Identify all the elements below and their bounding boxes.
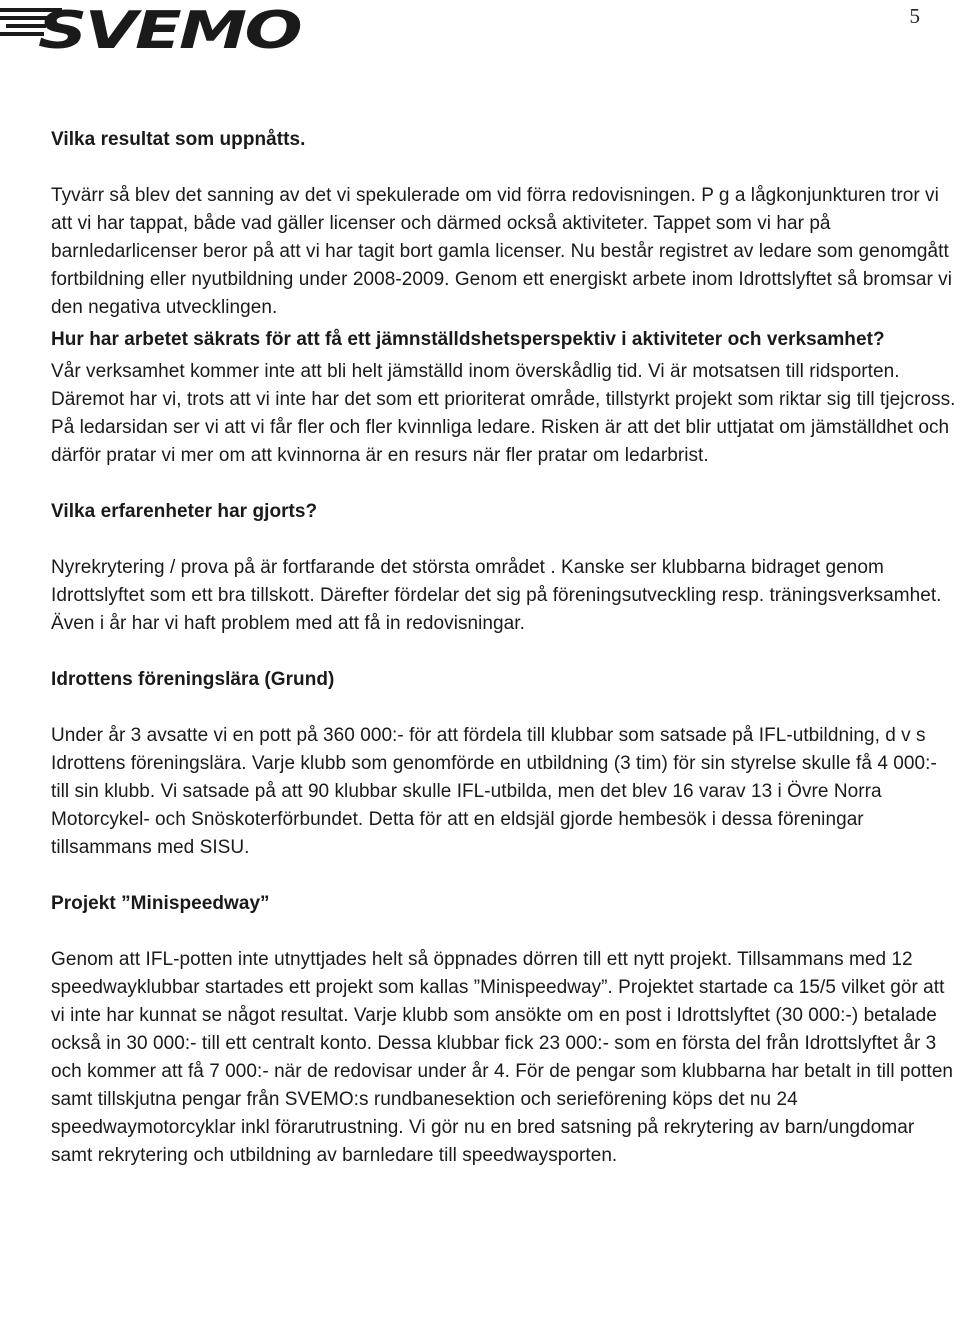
heading-minispeedway: Projekt ”Minispeedway” bbox=[51, 893, 270, 914]
paragraph-experiences: Nyrekrytering / prova på är fortfarande det största området . Kanske ser klubbarna bidraget genom Idrottslyftet som ett bra tillskott. Därefter fördelar det sig på föreningsutveckling resp. träningsverksamhet. Även i år har vi haft problem med att få in redovisningar. bbox=[51, 557, 942, 634]
svemo-logo bbox=[0, 2, 302, 52]
page-number: 5 bbox=[909, 4, 920, 28]
paragraph-minispeedway: Genom att IFL-potten inte utnyttjades helt så öppnades dörren till ett nytt projekt. Tillsammans med 12 speedwayklubbar startades ett projekt som kallas ”Minispeedway”. Projektet startade ca 15/5 vilket gör att vi inte har kunnat se något resultat. Varje klubb som ansökte om en post i Idrottslyftet (30 000:-) betalade också in 30 000:- till ett centralt konto. Dessa klubbar fick 23 000:- som en första del från Idrottslyftet år 3 och kommer att få 7 000:- när de redovisar under år 4. För de pengar som klubbarna har betalt in till potten samt tillskjutna pengar från SVEMO:s rundbanesektion och serieförening köps det nu 24 speedwaymotorcyklar inkl förarutrustning. Vi gör nu en bred satsning på rekrytering av barn/ungdomar samt rekrytering och utbildning av barnledare till speedwaysporten. bbox=[51, 949, 954, 1166]
document-body bbox=[51, 126, 956, 1170]
heading-results: Vilka resultat som uppnåtts. bbox=[51, 129, 306, 150]
paragraph-results: Tyvärr så blev det sanning av det vi spekulerade om vid förra redovisningen. P g a lågkonjunkturen tror vi att vi har tappat, både vad gäller licenser och därmed också aktiviteter. Tappet som vi har på barnledarlicenser beror på att vi har tagit bort gamla licenser. Nu består registret av ledare som genomgått fortbildning eller nyutbildning under 2008-2009. Genom ett energiskt arbete inom Idrottslyftet så bromsar vi den negativa utvecklingen. bbox=[51, 185, 952, 318]
logo-wordmark: SVEMO bbox=[38, 2, 302, 52]
paragraph-equality: Vår verksamhet kommer inte att bli helt jämställd inom överskådlig tid. Vi är motsatsen till ridsporten. Däremot har vi, trots att vi inte har det som ett prioriterat område, tillstyrkt projekt som riktar sig till tjejcross. På ledarsidan ser vi att vi får fler och fler kvinnliga ledare. Risken är att det blir uttjatat om jämställdhet och därför pratar vi mer om att kvinnorna är en resurs när fler pratar om ledarbrist. bbox=[51, 361, 956, 466]
heading-ifl: Idrottens föreningslära (Grund) bbox=[51, 669, 335, 690]
heading-experiences: Vilka erfarenheter har gjorts? bbox=[51, 501, 318, 522]
paragraph-ifl: Under år 3 avsatte vi en pott på 360 000:- för att fördela till klubbar som satsade på IFL-utbildning, d v s Idrottens föreningslära. Varje klubb som genomförde en utbildning (3 tim) för sin styrelse skulle få 4 000:- till sin klubb. Vi satsade på att 90 klubbar skulle IFL-utbilda, men det blev 16 varav 13 i Övre Norra Motorcykel- och Snöskoterförbundet. Detta för att en eldsjäl gjorde hembesök i dessa föreningar tillsammans med SISU. bbox=[51, 725, 937, 858]
heading-equality: Hur har arbetet säkrats för att få ett jämnställdshetsperspektiv i aktiviteter och verksamhet? bbox=[51, 329, 885, 350]
